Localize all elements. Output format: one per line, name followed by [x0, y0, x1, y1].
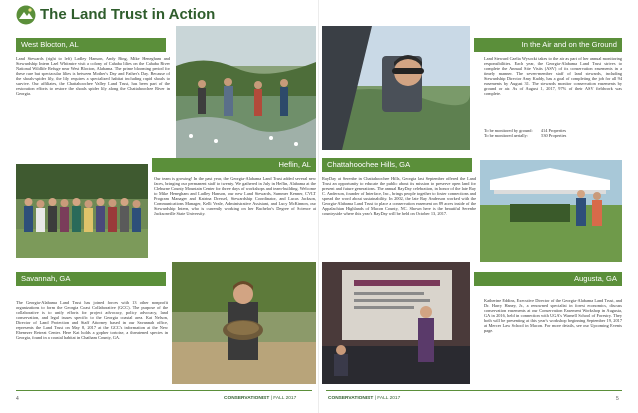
body-augusta: Katherine Eddins, Executive Director of the Georgia-Alabama Land Trust, and Dr. Harry Haney, Jr., a renowned specialist in forest economics, discuss conservation easements at our Conservation Easement Workshop in Augusta, GA in 2016, held in connection with UGA's Warnell School of Forestry. They both will be presenting at this year's workshop beginning September 19, 2017 at Mercer Law School in Macon. For more details, see our Upcoming Events page.	[484, 298, 622, 334]
page-number-right: 5	[616, 396, 619, 402]
footer-publication-right	[328, 396, 400, 401]
section-heading-chattahoochee: Chattahoochee Hills, GA	[322, 158, 472, 172]
footer-publication-left	[224, 396, 296, 401]
photo-cahaba-lilies	[176, 26, 316, 158]
stat-aerial-label: To be monitored aerially:	[484, 133, 528, 139]
section-heading-west-blocton: West Blocton, AL	[16, 38, 166, 52]
monitoring-stats	[484, 128, 622, 142]
body-savannah: The Georgia-Alabama Land Trust has joined forces with 13 other nonprofit organizations to form the Georgia Coast Collaborative (GCC). The purpose of the collaborative is to unify efforts for project advocacy, policy advocacy, land conservation, and legal issues specific to the Georgia coastal area. Kat Nelson, Director of Land Protection and Staff Attorney based in our Savannah office, represents the Land Trust on May 8, 2017 at the GCC's information at the New Ebenezer Retreat Center. Here Kat holds a gopher tortoise, a threatened species in Georgia, found in a coastal habitat in Chatham County, GA.	[16, 300, 168, 341]
body-heflin: Our team is growing! In the past year, the Georgia-Alabama Land Trust added several new faces, bringing our permanent staff to twenty. We gathered in July in Heflin, Alabama at the Cleburne County Mountain Center for three days of workshops and team-building. Welcome to Mike Henegham and Ladley Hanson, our new Land Stewards, Summer Kenner, CVLT Program Manager and Katrina Dressel, Stewardship Coordinator, and Lucas Jackson, Communications Manager, Kelli Veale, Administrative Assistant, and Lucy McKinnon, our Stewardship Intern, who is currently working on her Bachelor's Degree of Science at Jacksonville State University.	[154, 176, 316, 217]
land-trust-logo-icon	[16, 5, 36, 25]
photo-gopher-tortoise	[172, 262, 316, 384]
footer-pub-name-right: CONSERVATIONIST	[328, 396, 374, 401]
footer-pub-name-left: CONSERVATIONIST	[224, 396, 270, 401]
footer-rule-right	[326, 390, 622, 391]
footer-rule-left	[16, 390, 312, 391]
photo-staff-group	[16, 164, 148, 258]
page-number-left: 4	[16, 396, 19, 402]
section-heading-savannah: Savannah, GA	[16, 272, 166, 286]
body-chattahoochee: RayDay at Serenbe in Chattahoochee Hills, Georgia last September offered the Land Trust an opportunity to educate the public about its mission to preserve open land for present and future generations. The annual RayDay celebration, in honor of the late Ray C. Anderson, founder of Interface, Inc., brings people together to foster connections and spread the word about sustainability. In 2002, the late Ray Anderson worked with the Georgia-Alabama Land Trust to place a conservation easement on 89 acres inside of the Appalachian Highlands of Macon County, NC. Shown here is the beautiful Serenbe countryside where this year's RayDay will be held on October 13, 2017.	[322, 176, 476, 217]
page-gutter	[318, 0, 319, 413]
footer-issue-right: | FALL 2017	[374, 396, 401, 401]
section-heading-augusta: Augusta, GA	[474, 272, 622, 286]
footer-issue-left: | FALL 2017	[270, 396, 297, 401]
photo-workshop-presentation	[322, 262, 470, 384]
stat-ground-label: To be monitored by ground:	[484, 128, 533, 133]
photo-aerial-monitoring	[322, 26, 470, 150]
page-title: The Land Trust in Action	[40, 6, 216, 23]
body-west-blocton: Land Stewards (right to left) Ladley Hanson, Andy Bing, Mike Henegham and Stewardship Intern Lael Whitmire visit a colony of Cahaba lilies on the Cahaba River National Wildlife Refuge near West Blocton, Alabama. The prime blooming period for these rare but spectacular lilies is between Mother's Day and Father's Day. Because of the shoals-spider lily, the lily requires a specialized habitat including rapid shoals to survive. Our affiliates, the Chattahoochee Valley Land Trust, has been part of the restoration efforts to restore the shoals spider lily along the Chattahoochee River in Georgia.	[16, 56, 170, 97]
stat-aerial-value: 530 Properties	[541, 133, 567, 139]
section-heading-heflin: Heflin, AL	[152, 158, 316, 172]
stat-ground-value: 414 Properties	[540, 128, 567, 133]
photo-rayday-booth	[480, 160, 622, 262]
stat-aerial	[484, 133, 622, 138]
section-heading-air-ground: In the Air and on the Ground	[474, 38, 622, 52]
body-air-ground: Land Steward Caelia Wysocki takes to the air as part of her annual monitoring responsibilities. Each year, the Georgia-Alabama Land Trust strives to complete the Annual Site Visits (ASV) of its conservation easements in a timely manner. The seven-member staff of land stewards, including Stewardship Director Amy Kaddy, has a goal of completing the job for all 94 easements by August 31. The stewards monitor conservation easements by ground or air. As of August 1, 2017, 97% of their ASV fieldwork was complete.	[484, 56, 622, 97]
